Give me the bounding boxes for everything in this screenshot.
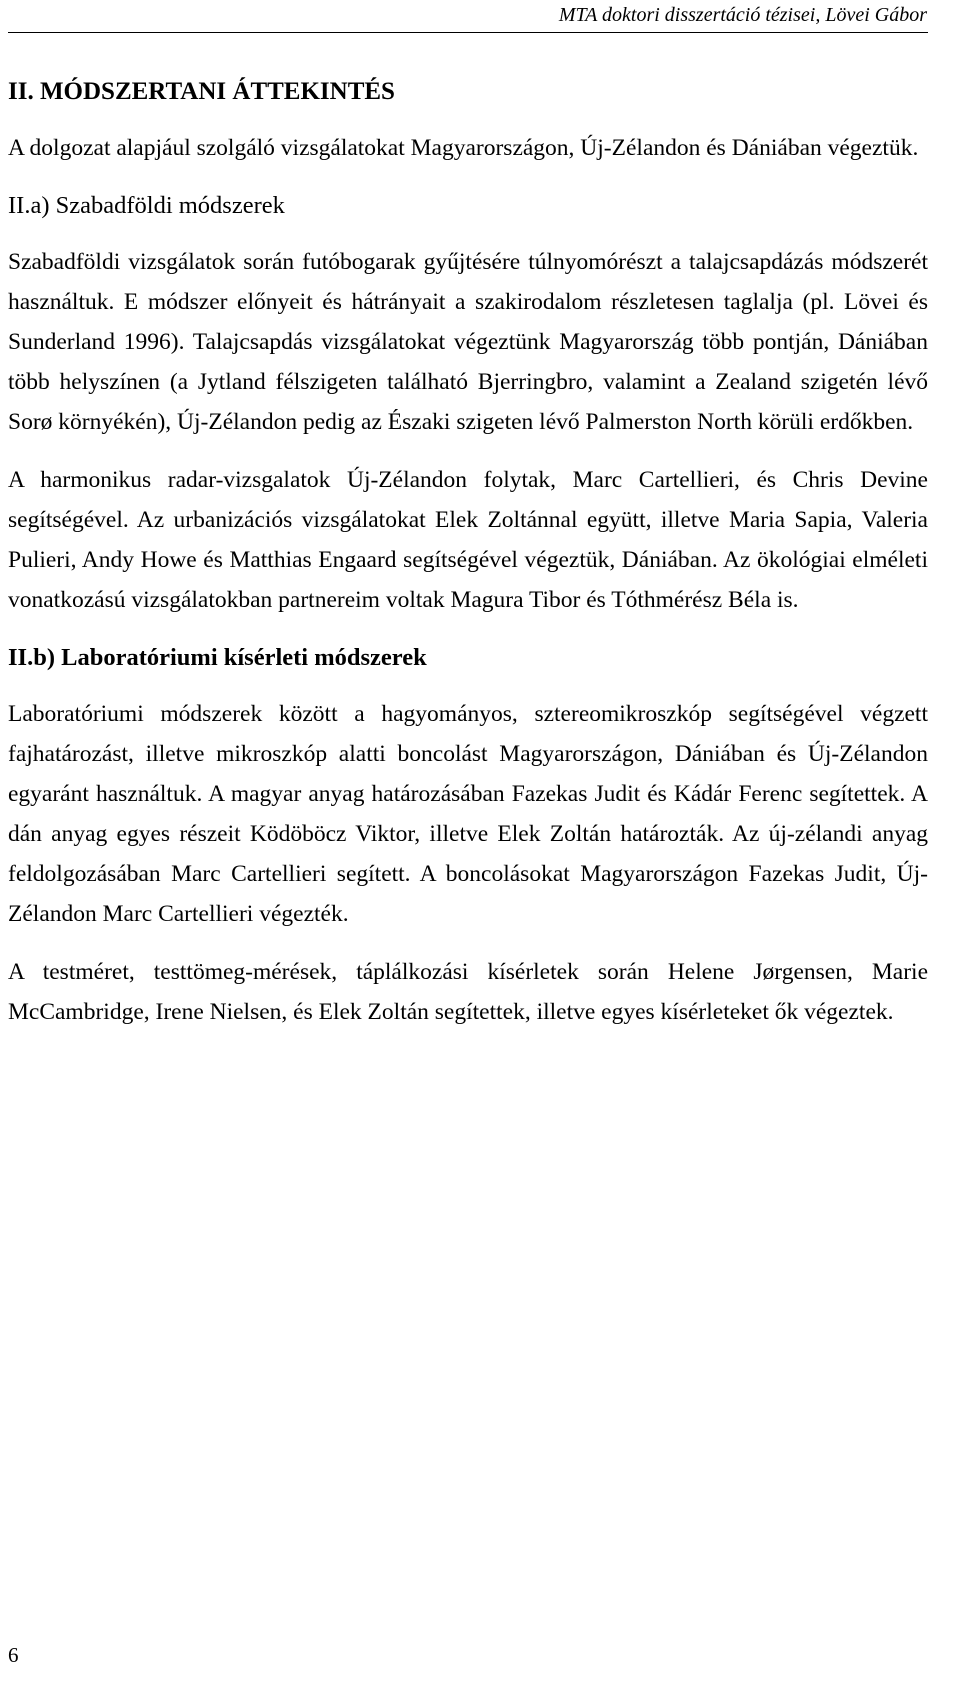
subsection-a-paragraph-1: Szabadföldi vizsgálatok során futóbogarak gyűjtésére túlnyomórészt a talajcsapdázás módszerét használtuk. E módszer előnyeit és hátrányait a szakirodalom részletesen taglalja (pl. Lövei és Sunderland 1996). Talajcsapdás vizsgálatokat végeztünk Magyarország több pontján, Dániában több helyszínen (a Jytland félszigeten található Bjerringbro, valamint a Zealand szigetén lévő Sorø környékén), Új-Zélandon pedig az Északi szigeten lévő Palmerston North körüli erdőkben. <box>8 249 928 435</box>
section-title: II. MÓDSZERTANI ÁTTEKINTÉS <box>8 78 395 105</box>
running-header: MTA doktori disszertáció tézisei, Lövei Gábor <box>558 4 927 26</box>
subsection-b-title: II.b) Laboratóriumi kísérleti módszerek <box>8 644 427 671</box>
subsection-a-title: II.a) Szabadföldi módszerek <box>8 192 285 219</box>
page-number: 6 <box>8 1643 19 1667</box>
subsection-b-paragraph-2: A testméret, testtömeg-mérések, táplálkozási kísérletek során Helene Jørgensen, Marie McCambridge, Irene Nielsen, és Elek Zoltán segítettek, illetve egyes kísérleteket ők végeztek. <box>8 959 928 1025</box>
subsection-a-paragraph-2: A harmonikus radar-vizsgalatok Új-Zélandon folytak, Marc Cartellieri, és Chris Devine segítségével. Az urbanizációs vizsgálatokat Elek Zoltánnal együtt, illetve Maria Sapia, Valeria Pulieri, Andy Howe és Matthias Engaard segítségével végeztük, Dániában. Az ökológiai elméleti vonatkozású vizsgálatokban partnereim voltak Magura Tibor és Tóthmérész Béla is. <box>8 467 928 613</box>
page-content <box>8 72 928 1050</box>
intro-paragraph: A dolgozat alapjául szolgáló vizsgálatokat Magyarországon, Új-Zélandon és Dániában végeztük. <box>8 135 919 161</box>
header-rule <box>8 32 928 33</box>
subsection-b-paragraph-1: Laboratóriumi módszerek között a hagyományos, sztereomikroszkóp segítségével végzett fajhatározást, illetve mikroszkóp alatti boncolást Magyarországon, Dániában és Új-Zélandon egyaránt használtuk. A magyar anyag határozásában Fazekas Judit és Kádár Ferenc segítettek. A dán anyag egyes részeit Ködöböcz Viktor, illetve Elek Zoltán határozták. Az új-zélandi anyag feldolgozásában Marc Cartellieri segített. A boncolásokat Magyarországon Fazekas Judit, Új-Zélandon Marc Cartellieri végezték. <box>8 701 928 927</box>
